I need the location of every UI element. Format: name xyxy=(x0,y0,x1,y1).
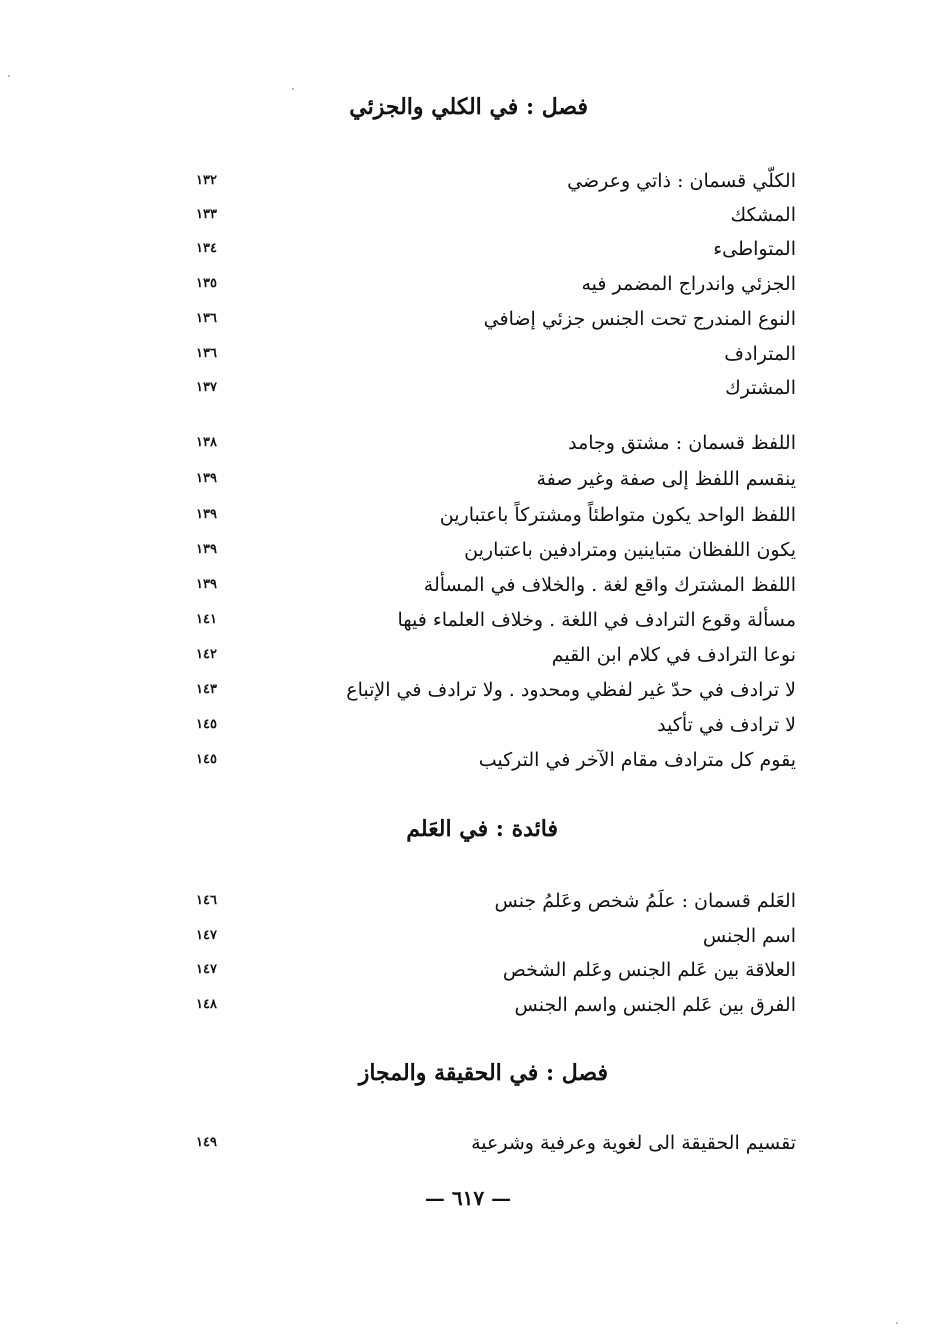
toc-entry[interactable] xyxy=(196,200,796,230)
toc-entry-title: اللفظ المشترك واقع لغة . والخلاف في المسألة xyxy=(423,574,796,596)
toc-entry-page-number: ١٣٦ xyxy=(196,346,217,361)
toc-entry[interactable] xyxy=(196,269,796,299)
toc-entry[interactable] xyxy=(196,745,796,775)
toc-entry-title: النوع المندرج تحت الجنس جزئي إضافي xyxy=(483,308,796,330)
toc-entry-title: الجزئي واندراج المضمر فيه xyxy=(581,273,796,295)
scan-speck xyxy=(292,88,294,90)
toc-entry[interactable] xyxy=(196,710,796,740)
toc-entry-page-number: ١٤٢ xyxy=(196,647,217,662)
section-heading-proper-noun: فائدة : في العَلم xyxy=(406,816,558,842)
toc-entry-title: اللفظ قسمان : مشتق وجامد xyxy=(568,432,796,454)
toc-entry-title: مسألة وقوع الترادف في اللغة . وخلاف العلماء فيها xyxy=(397,609,796,631)
toc-entry-page-number: ١٣٩ xyxy=(196,577,217,592)
toc-entry[interactable] xyxy=(196,428,796,458)
toc-entry[interactable] xyxy=(196,304,796,334)
toc-entry-title: يقوم كل مترادف مقام الآخر في التركيب xyxy=(478,749,796,771)
toc-entry-title: لا ترادف في حدّ غير لفظي ومحدود . ولا ترادف في الإتباع xyxy=(346,679,796,701)
toc-entry-title: الكلّي قسمان : ذاتي وعرضي xyxy=(567,170,796,192)
toc-entry-title: لا ترادف في تأكيد xyxy=(657,714,796,736)
toc-entry[interactable] xyxy=(196,535,796,565)
toc-entry[interactable] xyxy=(196,886,796,916)
toc-entry[interactable] xyxy=(196,921,796,951)
scan-speck xyxy=(8,75,10,77)
toc-entry[interactable] xyxy=(196,605,796,635)
toc-entry-title: العَلم قسمان : علَمُ شخص وعَلمُ جنس xyxy=(494,890,796,912)
toc-entry[interactable] xyxy=(196,373,796,403)
toc-entry-title: الفرق بين عَلم الجنس واسم الجنس xyxy=(514,994,796,1016)
toc-entry-title: المترادف xyxy=(724,343,796,365)
toc-entry-page-number: ١٣٥ xyxy=(196,276,217,291)
toc-entry-title: العلاقة بين عَلم الجنس وعَلم الشخص xyxy=(502,959,796,981)
toc-entry[interactable] xyxy=(196,464,796,494)
toc-entry-page-number: ١٣٣ xyxy=(196,207,217,222)
toc-entry[interactable] xyxy=(196,166,796,196)
toc-entry-page-number: ١٣٩ xyxy=(196,542,217,557)
toc-entry-title: ينقسم اللفظ إلى صفة وغير صفة xyxy=(536,468,796,490)
section-heading-literal-figurative: فصل : في الحقيقة والمجاز xyxy=(358,1060,608,1086)
toc-entry[interactable] xyxy=(196,675,796,705)
toc-entry[interactable] xyxy=(196,339,796,369)
toc-entry[interactable] xyxy=(196,640,796,670)
toc-entry-page-number: ١٣٩ xyxy=(196,471,217,486)
toc-entry-page-number: ١٤٨ xyxy=(196,997,217,1012)
section-heading-universal-particular: فصل : في الكلي والجزئي xyxy=(349,94,588,120)
toc-entry-page-number: ١٤٥ xyxy=(196,717,217,732)
toc-entry-title: المتواطىء xyxy=(713,238,796,260)
toc-entry-title: تقسيم الحقيقة الى لغوية وعرفية وشرعية xyxy=(471,1132,796,1154)
toc-entry-title: يكون اللفظان متباينين ومترادفين باعتبارين xyxy=(464,539,796,561)
toc-entry-page-number: ١٤٣ xyxy=(196,682,217,697)
toc-entry-title: المشترك xyxy=(725,377,796,399)
toc-entry-title: نوعا الترادف في كلام ابن القيم xyxy=(551,644,796,666)
toc-entry-page-number: ١٣٦ xyxy=(196,311,217,326)
toc-entry-page-number: ١٤٦ xyxy=(196,893,217,908)
scan-speck xyxy=(896,1322,898,1324)
toc-entry[interactable] xyxy=(196,234,796,264)
toc-entry-page-number: ١٣٨ xyxy=(196,435,217,450)
toc-entry[interactable] xyxy=(196,1128,796,1158)
page-folio-number: — ٦١٧ — xyxy=(424,1186,512,1210)
toc-entry-page-number: ١٤٩ xyxy=(196,1135,217,1150)
toc-entry[interactable] xyxy=(196,955,796,985)
toc-entry-page-number: ١٤٧ xyxy=(196,962,217,977)
toc-entry-page-number: ١٤٥ xyxy=(196,752,217,767)
toc-entry[interactable] xyxy=(196,570,796,600)
toc-entry-page-number: ١٣٧ xyxy=(196,380,217,395)
toc-entry-page-number: ١٣٢ xyxy=(196,173,217,188)
toc-entry-title: اسم الجنس xyxy=(702,925,796,947)
toc-entry-page-number: ١٣٤ xyxy=(196,241,217,256)
toc-entry-page-number: ١٤٧ xyxy=(196,928,217,943)
toc-entry[interactable] xyxy=(196,500,796,530)
toc-entry-title: المشكك xyxy=(730,204,796,226)
toc-entry-page-number: ١٤١ xyxy=(196,612,217,627)
toc-entry-title: اللفظ الواحد يكون متواطئاً ومشتركاً باعتبارين xyxy=(439,504,796,526)
toc-entry-page-number: ١٣٩ xyxy=(196,507,217,522)
toc-entry[interactable] xyxy=(196,990,796,1020)
